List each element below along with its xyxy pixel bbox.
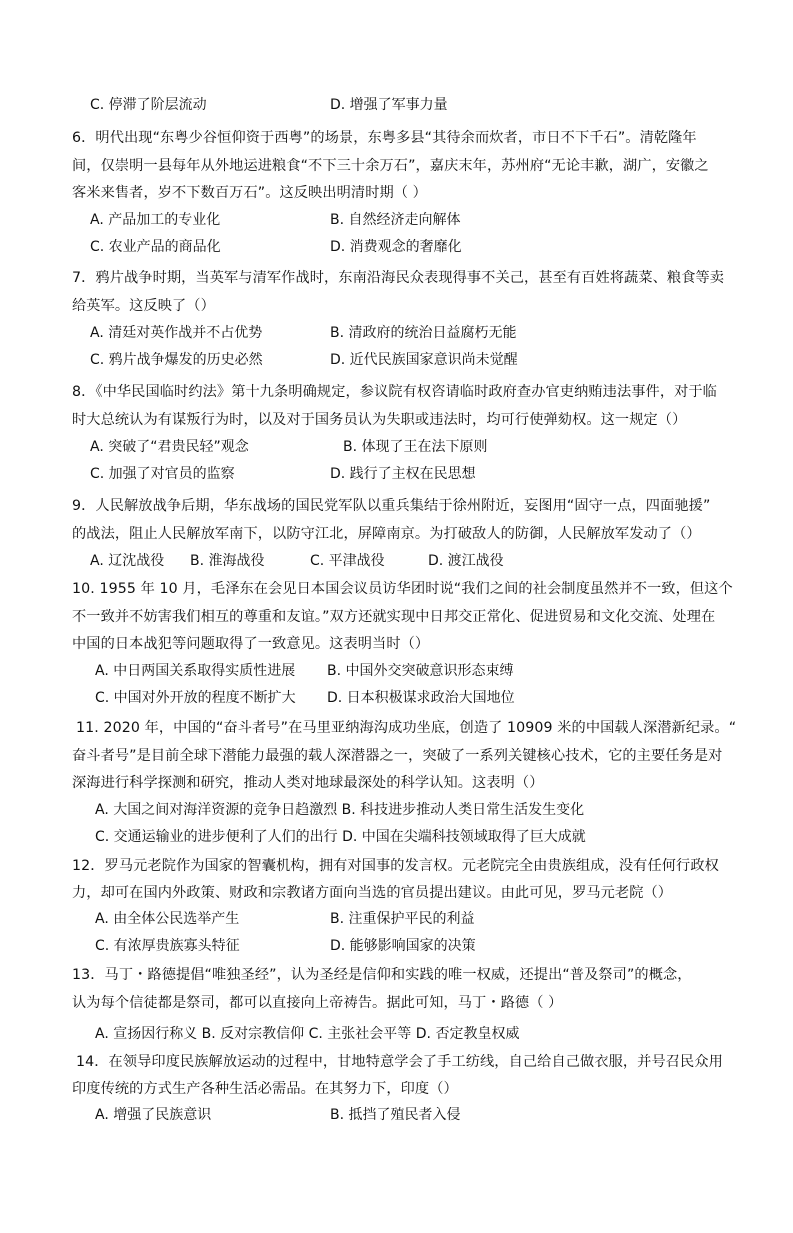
q10-option-b: B. 中国外交突破意识形态束缚: [327, 663, 514, 679]
q14-stem-line2: 印度传统的方式生产各种生活必需品。在其努力下，印度（）: [72, 1081, 458, 1097]
q5-option-d: D. 增强了军事力量: [330, 97, 448, 113]
q6-option-b: B. 自然经济走向解体: [330, 212, 461, 228]
q7-option-a: A. 清廷对英作战并不占优势: [90, 325, 263, 341]
q6-stem-line3: 客米来售者，岁不下数百万石”。这反映出明清时期（ ）: [72, 185, 427, 201]
q8-option-d: D. 践行了主权在民思想: [330, 466, 476, 482]
q7-option-c: C. 鸦片战争爆发的历史必然: [90, 352, 263, 368]
q9-option-d: D. 渡江战役: [428, 553, 504, 569]
q6-option-a: A. 产品加工的专业化: [90, 212, 221, 228]
q9-stem-line2: 的战法，阻止人民解放军南下，以防守江北，屏障南京。为打破敌人的防御，人民解放军发动了（）: [72, 526, 701, 542]
q10-stem-line2: 不一致并不妨害我们相互的尊重和友谊。”双方还就实现中日邦交正常化、促进贸易和文化交流、处理在: [72, 609, 716, 625]
q9-option-c: C. 平津战役: [310, 553, 385, 569]
q8-option-a: A. 突破了“君贵民轻”观念: [90, 439, 249, 455]
q6-option-c: C. 农业产品的商品化: [90, 239, 221, 255]
q11-stem-line3: 深海进行科学探测和研究，推动人类对地球最深处的科学认知。这表明（）: [72, 775, 544, 791]
q10-stem-line3: 中国的日本战犯等问题取得了一致意见。这表明当时（）: [72, 636, 430, 652]
q6-stem-line2: 间，仅崇明一县每年从外地运进粮食“不下三十余万石”，嘉庆末年，苏州府“无论丰歉，湖广，安徽之: [72, 158, 709, 174]
q7-option-d: D. 近代民族国家意识尚未觉醒: [330, 352, 518, 368]
q12-option-b: B. 注重保护平民的利益: [330, 911, 475, 927]
q8-stem-line1: 8．《中华民国临时约法》第十九条明确规定，参议院有权咨请临时政府查办官吏纳贿违法事件，对于临: [72, 384, 717, 400]
q14-option-a: A. 增强了民族意识: [95, 1107, 212, 1123]
q11-options-cd: C. 交通运输业的进步便利了人们的出行 D. 中国在尖端科技领域取得了巨大成就: [95, 829, 586, 845]
q9-option-a: A. 辽沈战役: [90, 553, 165, 569]
q9-stem-line1: 9．人民解放战争后期，华东战场的国民党军队以重兵集结于徐州附近，妄图用“固守一点，四面驰援”: [72, 498, 711, 514]
q6-option-d: D. 消费观念的奢靡化: [330, 239, 462, 255]
q12-option-a: A. 由全体公民选举产生: [95, 911, 240, 927]
q11-stem-line1: 11. 2020 年，中国的“奋斗者号”在马里亚纳海沟成功坐底，创造了 10909 米的中国载人深潜新纪录。“: [76, 720, 737, 736]
q8-stem-line2: 时大总统认为有谋叛行为时，以及对于国务员认为失职或违法时，均可行使弹劾权。这一规定（）: [72, 412, 687, 428]
q12-option-d: D. 能够影响国家的决策: [330, 938, 476, 954]
q10-option-c: C. 中国对外开放的程度不断扩大: [95, 690, 296, 706]
q9-option-b: B. 淮海战役: [190, 553, 265, 569]
q10-option-d: D. 日本积极谋求政治大国地位: [327, 690, 515, 706]
q12-stem-line1: 12．罗马元老院作为国家的智囊机构，拥有对国事的发言权。元老院完全由贵族组成，没有任何行政权: [72, 858, 719, 874]
q6-stem-line1: 6．明代出现“东粤少谷恒仰资于西粤”的场景，东粤多县“其待余而炊者，市日不下千石”。清乾隆年: [72, 130, 697, 146]
q10-option-a: A. 中日两国关系取得实质性进展: [95, 663, 296, 679]
q13-stem-line1: 13．马丁・路德提倡“唯独圣经”，认为圣经是信仰和实践的唯一权威，还提出“普及祭司”的概念，: [72, 967, 692, 983]
q13-stem-line2: 认为每个信徒都是祭司，都可以直接向上帝祷告。据此可知，马丁・路德（ ）: [72, 995, 563, 1011]
q7-stem-line1: 7．鸦片战争时期，当英军与清军作战时，东南沿海民众表现得事不关己，甚至有百姓将蔬菜、粮食等卖: [72, 270, 725, 286]
q11-options-ab: A. 大国之间对海洋资源的竞争日趋激烈 B. 科技进步推动人类日常生活发生变化: [95, 802, 585, 818]
q14-stem-line1: 14．在领导印度民族解放运动的过程中，甘地特意学会了手工纺线，自己给自己做衣服，并号召民众用: [76, 1054, 723, 1070]
q12-stem-line2: 力，却可在国内外政策、财政和宗教诸方面向当选的官员提出建议。由此可见，罗马元老院（）: [72, 885, 673, 901]
q8-option-b: B. 体现了王在法下原则: [343, 439, 488, 455]
q14-option-b: B. 抵挡了殖民者入侵: [330, 1107, 461, 1123]
q10-stem-line1: 10. 1955 年 10 月，毛泽东在会见日本国会议员访华团时说“我们之间的社会制度虽然并不一致，但这个: [72, 581, 733, 597]
q12-option-c: C. 有浓厚贵族寡头特征: [95, 938, 240, 954]
q7-stem-line2: 给英军。这反映了（）: [72, 298, 215, 314]
q13-options: A. 宣扬因行称义 B. 反对宗教信仰 C. 主张社会平等 D. 否定教皇权威: [95, 1026, 520, 1042]
q5-option-c: C. 停滞了阶层流动: [90, 97, 207, 113]
q7-option-b: B. 清政府的统治日益腐朽无能: [330, 325, 517, 341]
q8-option-c: C. 加强了对官员的监察: [90, 466, 235, 482]
q11-stem-line2: 奋斗者号”是目前全球下潜能力最强的载人深潜器之一，突破了一系列关键核心技术，它的主要任务是对: [72, 748, 723, 764]
